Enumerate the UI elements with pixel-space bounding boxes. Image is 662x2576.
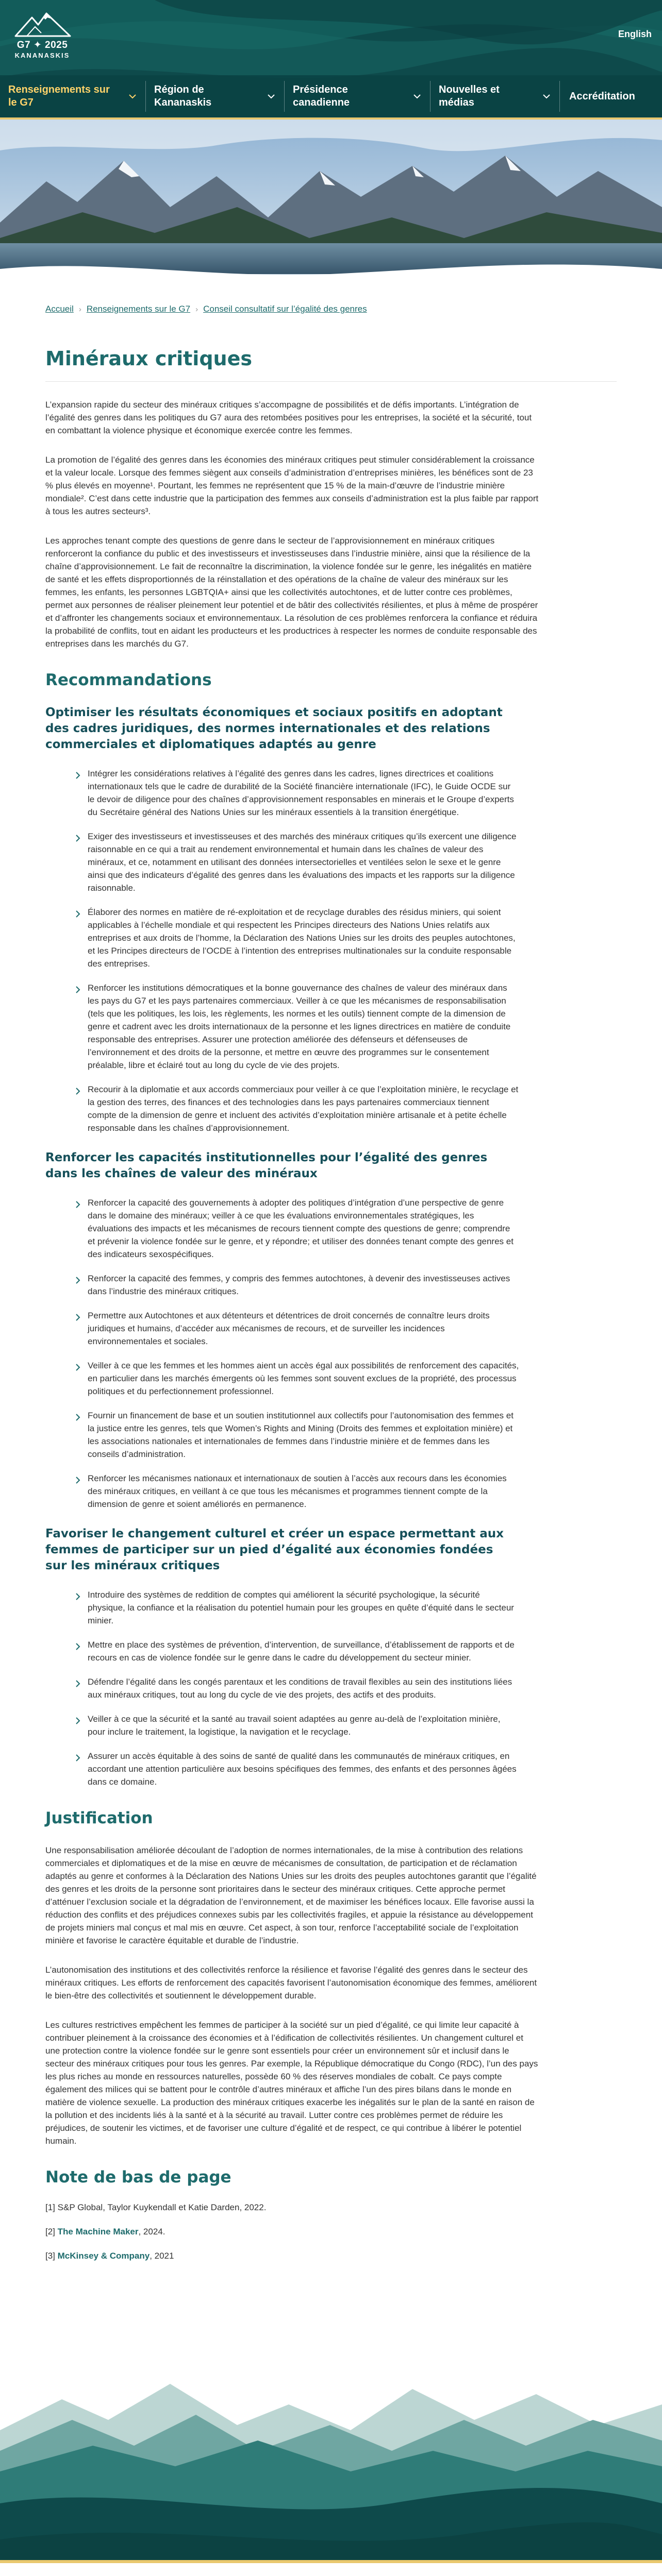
mountain-silhouette-image (0, 2353, 662, 2483)
nav-item-label: Renseignements sur le G7 (8, 84, 110, 108)
footnote-number: [2] (45, 2227, 55, 2236)
list-item (45, 1272, 520, 1298)
list-item-text: Assurer un accès équitable à des soins de santé de qualité dans les communautés de minéraux critiques, en accordant une attention particulière aux besoins spécifiques des femmes, des enfants et des personnes âgées dans ce domaine. (88, 1751, 517, 1787)
list-item-text: Exiger des investisseurs et investisseuses et des marchés des minéraux critiques qu’ils exercent une diligence raisonnable en ce qui a trait au rendement environnemental et humain dans les chaînes de valeur des minéraux, et ce, notamment en utilisant des données intersectorielles et ventilées selon le sexe et le genre ainsi que des indicateurs d’égalité des genres dans les évaluations des impacts et les rapports sur la diligence raisonnable. (88, 832, 517, 893)
recommendation-list (45, 767, 520, 1134)
list-item-text: Défendre l’égalité dans les congés parentaux et les conditions de travail flexibles au sein des institutions liées aux minéraux critiques, tout au long du cycle de vie des projets, des actifs et des produits. (88, 1677, 512, 1700)
recommendation-list (45, 1196, 520, 1511)
footnote-item (45, 2249, 617, 2262)
list-item-text: Recourir à la diplomatie et aux accords commerciaux pour veiller à ce que l’exploitation minière, le recyclage et la gestion des terres, des finances et des technologies dans les pays partenaires commerciaux tiennent compte de la dimension de genre et incluent des activités d’exploitation minière artisanale et à petite échelle responsable dans les chaînes d’approvisionnement. (88, 1084, 519, 1133)
chevron-down-icon (129, 93, 136, 100)
nav-item-g7-info[interactable] (0, 74, 145, 118)
chevron-down-icon (413, 93, 421, 100)
footer-mountains (0, 2353, 662, 2483)
chevron-bullet-icon (75, 1641, 80, 1648)
list-item (45, 1196, 520, 1261)
page-title: Minéraux critiques (45, 347, 252, 370)
intro-paragraph: L’expansion rapide du secteur des minéraux critiques s’accompagne de possibilités et de défis importants. L’intégration de l’égalité des genres dans les politiques du G7 aura des retombées positives pour les entreprises, la société et la sécurité, tout en combattant la violence physique et économique exercée contre les femmes. (45, 400, 532, 435)
list-item (45, 1472, 520, 1511)
justification-paragraph: L’autonomisation des institutions et des collectivités renforce la résilience et favorise l’égalité des genres dans le secteur des minéraux critiques. Les efforts de renforcement des capacités favorisent l’autonomisation économique des femmes, améliorent le bien-être des collectivités et soutiennent le développement durable. (45, 1965, 537, 2001)
footnote-text: , 2021 (150, 2251, 174, 2261)
intro-paragraph: La promotion de l’égalité des genres dans les économies des minéraux critiques peut stimuler considérablement la croissance et la valeur locale. Lorsque des femmes siègent aux conseils d’administration d’entreprises minières, les bénéfices sont de 23 % plus élevés en moyenne¹. Pourtant, les femmes ne représentent que 15 % de la main-d’œuvre de l’industrie minière mondiale². C’est dans cette industrie que la participation des femmes aux conseils d’administration est la plus faible par rapport à tous les autres secteurs³. (45, 455, 539, 516)
justification-paragraph: Les cultures restrictives empêchent les femmes de participer à la société sur un pied d’égalité, ce qui limite leur capacité à contribuer pleinement à la croissance des économies et à l’édification de collectivités résilientes. Un changement culturel et une protection contre la violence fondée sur le genre sont essentiels pour créer un environnement sûr et inclusif dans le secteur des minéraux critiques pour tous les genres. Par exemple, la République démocratique du Congo (RDC), l’un des pays les plus riches au monde en ressources naturelles, possède 60 % des réserves mondiales de cobalt. Ce pays compte également des milices qui se battent pour le contrôle d’autres minéraux et affiche l’un des pires bilans dans le monde en matière de violence sexuelle. La production des minéraux critiques exacerbe les inégalités sur le plan de la santé en raison de la pollution et des incidents liés à la santé et à la sécurité au travail. Lutter contre ces problèmes permet de réduire les préjudices, de soutenir les victimes, et de favoriser une culture d’égalité et de respect, ce qui contribue à libérer le potentiel humain. (45, 2020, 538, 2146)
footnote-text: S&P Global, Taylor Kuykendall et Katie Darden, 2022. (57, 2202, 267, 2212)
brand-title: G7 ✦ 2025 (16, 40, 68, 50)
chevron-right-icon: › (195, 304, 198, 314)
intro-paragraph: Les approches tenant compte des questions de genre dans le secteur de l’approvisionnement en minéraux critiques renforceront la confiance du public et des investisseurs et investisseuses dans l’industrie minière, ainsi que la résilience de la chaîne d’approvisionnement. Le fait de reconnaître la discrimination, la violence fondée sur le genre, les inégalités en matière de santé et les effets disproportionnés de la réinstallation et des opérations de la chaîne de valeur des minéraux sur les femmes, les enfants, les personnes LGBTQIA+ ainsi que les collectivités autochtones, et de lutter contre ces problèmes, permet aux personnes de réaliser pleinement leur potentiel et de bâtir des collectivités résilientes, et plus à même de prospérer et d’affronter les changements sociaux et environnementaux. La résolution de ces problèmes renforcera la confiance et réduira la probabilité de conflits, tout en aidant les producteurs et les productrices à respecter les normes de conduite responsable des entreprises dans les marchés du G7. (45, 536, 538, 649)
list-item (45, 981, 520, 1072)
nav-item-label: Accréditation (569, 90, 635, 102)
breadcrumb-gender-council[interactable]: Conseil consultatif sur l’égalité des genres (203, 304, 367, 314)
list-item (45, 767, 520, 819)
nav-item-accreditation[interactable] (560, 74, 658, 118)
nav-item-news-media[interactable] (431, 74, 559, 118)
footnotes-heading: Note de bas de page (45, 2168, 231, 2187)
chevron-down-icon (543, 93, 550, 100)
title-divider (45, 381, 617, 382)
list-item-text: Mettre en place des systèmes de prévention, d’intervention, de surveillance, d’établissement de rapports et de recours en cas de violence fondée sur le genre dans le cadre du développement du secteur minier. (88, 1640, 515, 1663)
footnote-item (45, 2225, 617, 2238)
chevron-bullet-icon (75, 1475, 80, 1482)
list-item-text: Introduire des systèmes de reddition de comptes qui améliorent la sécurité psychologique, la sécurité physique, la confiance et la réalisation du potentiel humain pour les groupes en quête d’équité dans le secteur minier. (88, 1590, 514, 1625)
chevron-bullet-icon (75, 1412, 80, 1419)
footer-wave-image (0, 2483, 662, 2560)
recommendation-group-heading: Renforcer les capacités institutionnelles pour l’égalité des genres dans les chaînes de valeur des minéraux (45, 1151, 488, 1180)
footnote-link[interactable]: The Machine Maker (57, 2227, 139, 2236)
nav-item-kananaskis[interactable] (146, 74, 284, 118)
footnote-link[interactable]: McKinsey & Company (57, 2251, 150, 2261)
chevron-bullet-icon (75, 1752, 80, 1759)
recommendation-group-heading: Favoriser le changement culturel et créer un espace permettant aux femmes de participer sur un pied d’égalité aux économies fondées sur les minéraux critiques (45, 1527, 504, 1572)
justification-paragraph: Une responsabilisation améliorée découlant de l’adoption de normes internationales, de la mise à contribution des relations commerciales et diplomatiques et de la mise en œuvre de mécanismes de consultation, de participation et de réclamation adaptés au genre et conformes à la Déclaration des Nations Unies sur les droits des peuples autochtones garantit que l’égalité des genres et les droits de la personne sont prioritaires dans le secteur des minéraux critiques. Cette approche permet d’atténuer l’exclusion sociale et la dégradation de l’environnement, et de maximiser les bénéfices locaux. Elle favorise aussi la réduction des conflits et des préjudices connexes subis par les collectivités fragiles, et appuie la résistance au développement de projets miniers mal conçus et mal mis en œuvre. Cet aspect, à son tour, renforce l’acceptabilité sociale de l’exploitation minière et favorise le caractère équitable et durable de l’industrie. (45, 1845, 537, 1945)
list-item-text: Veiller à ce que la sécurité et la santé au travail soient adaptées au genre au-delà de l’exploitation minière, pour inclure le traitement, la logistique, la navigation et le recyclage. (88, 1714, 501, 1737)
list-item (45, 1083, 520, 1134)
chevron-bullet-icon (75, 1086, 80, 1093)
breadcrumb-g7-info[interactable]: Renseignements sur le G7 (86, 304, 191, 314)
justification-heading: Justification (45, 1809, 153, 1827)
list-item-text: Renforcer les mécanismes nationaux et internationaux de soutien à l’accès aux recours dans les économies des minéraux critiques, en veillant à ce que tous les mécanismes et programmes tiennent compte de la dimension de genre et soient améliorés en permanence. (88, 1473, 507, 1509)
footnote-number: [1] (45, 2202, 55, 2212)
site-footer (0, 2560, 662, 2576)
footer-band (0, 2483, 662, 2560)
chevron-bullet-icon (75, 770, 80, 777)
list-item (45, 1409, 520, 1461)
chevron-bullet-icon (75, 1591, 80, 1598)
brand-location: KANANASKIS (14, 52, 70, 59)
list-item-text: Élaborer des normes en matière de ré-exploitation et de recyclage durables des résidus miniers, qui soient applicables à l’échelle mondiale et qui respectent les Principes directeurs des Nations Unies relatifs aux entreprises et aux droits de l’homme, la Déclaration des Nations Unies sur les droits des peuples autochtones, et les Principes directeurs de l’OCDE à l’intention des entreprises multinationales sur la conduite responsable des entreprises. (88, 907, 516, 969)
footnote-item (45, 2201, 617, 2214)
recommendation-group-heading: Optimiser les résultats économiques et sociaux positifs en adoptant des cadres juridiques, des normes internationales et des relations commerciales et diplomatiques adaptés au genre (45, 706, 503, 751)
list-item (45, 1638, 520, 1664)
list-item (45, 1675, 520, 1701)
nav-item-presidency[interactable] (285, 74, 430, 118)
main-content (0, 290, 662, 2262)
list-item-text: Renforcer les institutions démocratiques et la bonne gouvernance des chaînes de valeur des minéraux dans les pays du G7 et les pays partenaires commerciaux. Veiller à ce que les mécanismes de responsabilisation (tels que les politiques, les lois, les règlements, les normes et les outils) tiennent compte de la dimension de genre et cadrent avec les droits internationaux de la personne et les lignes directrices en matière de conduite responsable des entreprises. Assurer une protection améliorée des défenseurs et défenseuses de l’environnement et des droits de la personne, et mettre en œuvre des programmes sur le consentement préalable, libre et éclairé tout au long du cycle de vie des projets. (88, 983, 511, 1070)
list-item-text: Fournir un financement de base et un soutien institutionnel aux collectifs pour l’autonomisation des femmes et la justice entre les genres, tels que Women’s Rights and Mining (Droits des femmes et exploitation minière) et les associations nationales et internationales de femmes dans l’industrie minière et de femmes dans les conseils d’administration. (88, 1411, 514, 1459)
footnote-text: , 2024. (138, 2227, 166, 2236)
list-item (45, 1309, 520, 1348)
list-item-text: Permettre aux Autochtones et aux détenteurs et détentrices de droit concernés de connaître leurs droits juridiques et humains, d’accéder aux mécanismes de recours, et de surveiller les incidences environnementales et sociales. (88, 1311, 490, 1346)
footnotes-list (45, 2201, 617, 2262)
mountain-logo-icon (14, 11, 71, 37)
list-item-text: Renforcer la capacité des femmes, y compris des femmes autochtones, à devenir des investisseuses actives dans l’industrie des minéraux critiques. (88, 1274, 510, 1296)
g7-logo[interactable] (11, 11, 94, 63)
list-item-text: Intégrer les considérations relatives à l’égalité des genres dans les cadres, lignes directrices et coalitions internationaux tels que le cadre de durabilité de la Société financière internationale (IFC), le Guide OCDE sur le devoir de diligence pour des chaînes d’approvisionnement responsables en minerais et le Groupe d’experts du Secrétaire général des Nations Unies sur les minéraux essentiels à la transition énergétique. (88, 769, 514, 817)
list-item-text: Renforcer la capacité des gouvernements à adopter des politiques d’intégration d’une perspective de genre dans le domaine des minéraux; veiller à ce que les évaluations environnementales stratégiques, les évaluations des impacts et les mécanismes de recours tiennent compte des questions de genre; comprendre et prévenir la violence fondée sur le genre, et y répondre; et utiliser des données tenant compte des genres et des indicateurs sexospécifiques. (88, 1198, 514, 1259)
language-toggle[interactable]: English (618, 29, 652, 39)
chevron-bullet-icon (75, 1678, 80, 1685)
chevron-bullet-icon (75, 1199, 80, 1206)
main-nav (0, 75, 662, 120)
nav-item-label: Présidence canadienne (293, 84, 350, 108)
hero-banner (0, 120, 662, 290)
breadcrumb-home[interactable]: Accueil (45, 304, 74, 314)
list-item (45, 830, 520, 894)
list-item (45, 1750, 520, 1788)
breadcrumb (45, 290, 617, 314)
chevron-bullet-icon (75, 1275, 80, 1282)
list-item (45, 1359, 520, 1398)
chevron-bullet-icon (75, 984, 80, 991)
chevron-bullet-icon (75, 1715, 80, 1722)
chevron-down-icon (268, 93, 275, 100)
chevron-bullet-icon (75, 833, 80, 840)
mountain-landscape-image (0, 120, 662, 290)
site-header (0, 0, 662, 120)
nav-item-label: Région de Kananaskis (154, 84, 212, 108)
list-item-text: Veiller à ce que les femmes et les hommes aient un accès égal aux possibilités de renforcement des capacités, en particulier dans les marchés émergents où les femmes sont souvent exclues de la propriété, des processus politiques et du perfectionnement professionnel. (88, 1361, 519, 1396)
footnote-number: [3] (45, 2251, 55, 2261)
chevron-bullet-icon (75, 1362, 80, 1369)
list-item (45, 1588, 520, 1627)
nav-item-label: Nouvelles et médias (439, 84, 500, 108)
chevron-bullet-icon (75, 908, 80, 916)
list-item (45, 906, 520, 970)
recommendations-heading: Recommandations (45, 671, 212, 689)
chevron-right-icon: › (78, 304, 81, 314)
recommendation-list (45, 1588, 520, 1788)
list-item (45, 1713, 520, 1738)
chevron-bullet-icon (75, 1312, 80, 1319)
